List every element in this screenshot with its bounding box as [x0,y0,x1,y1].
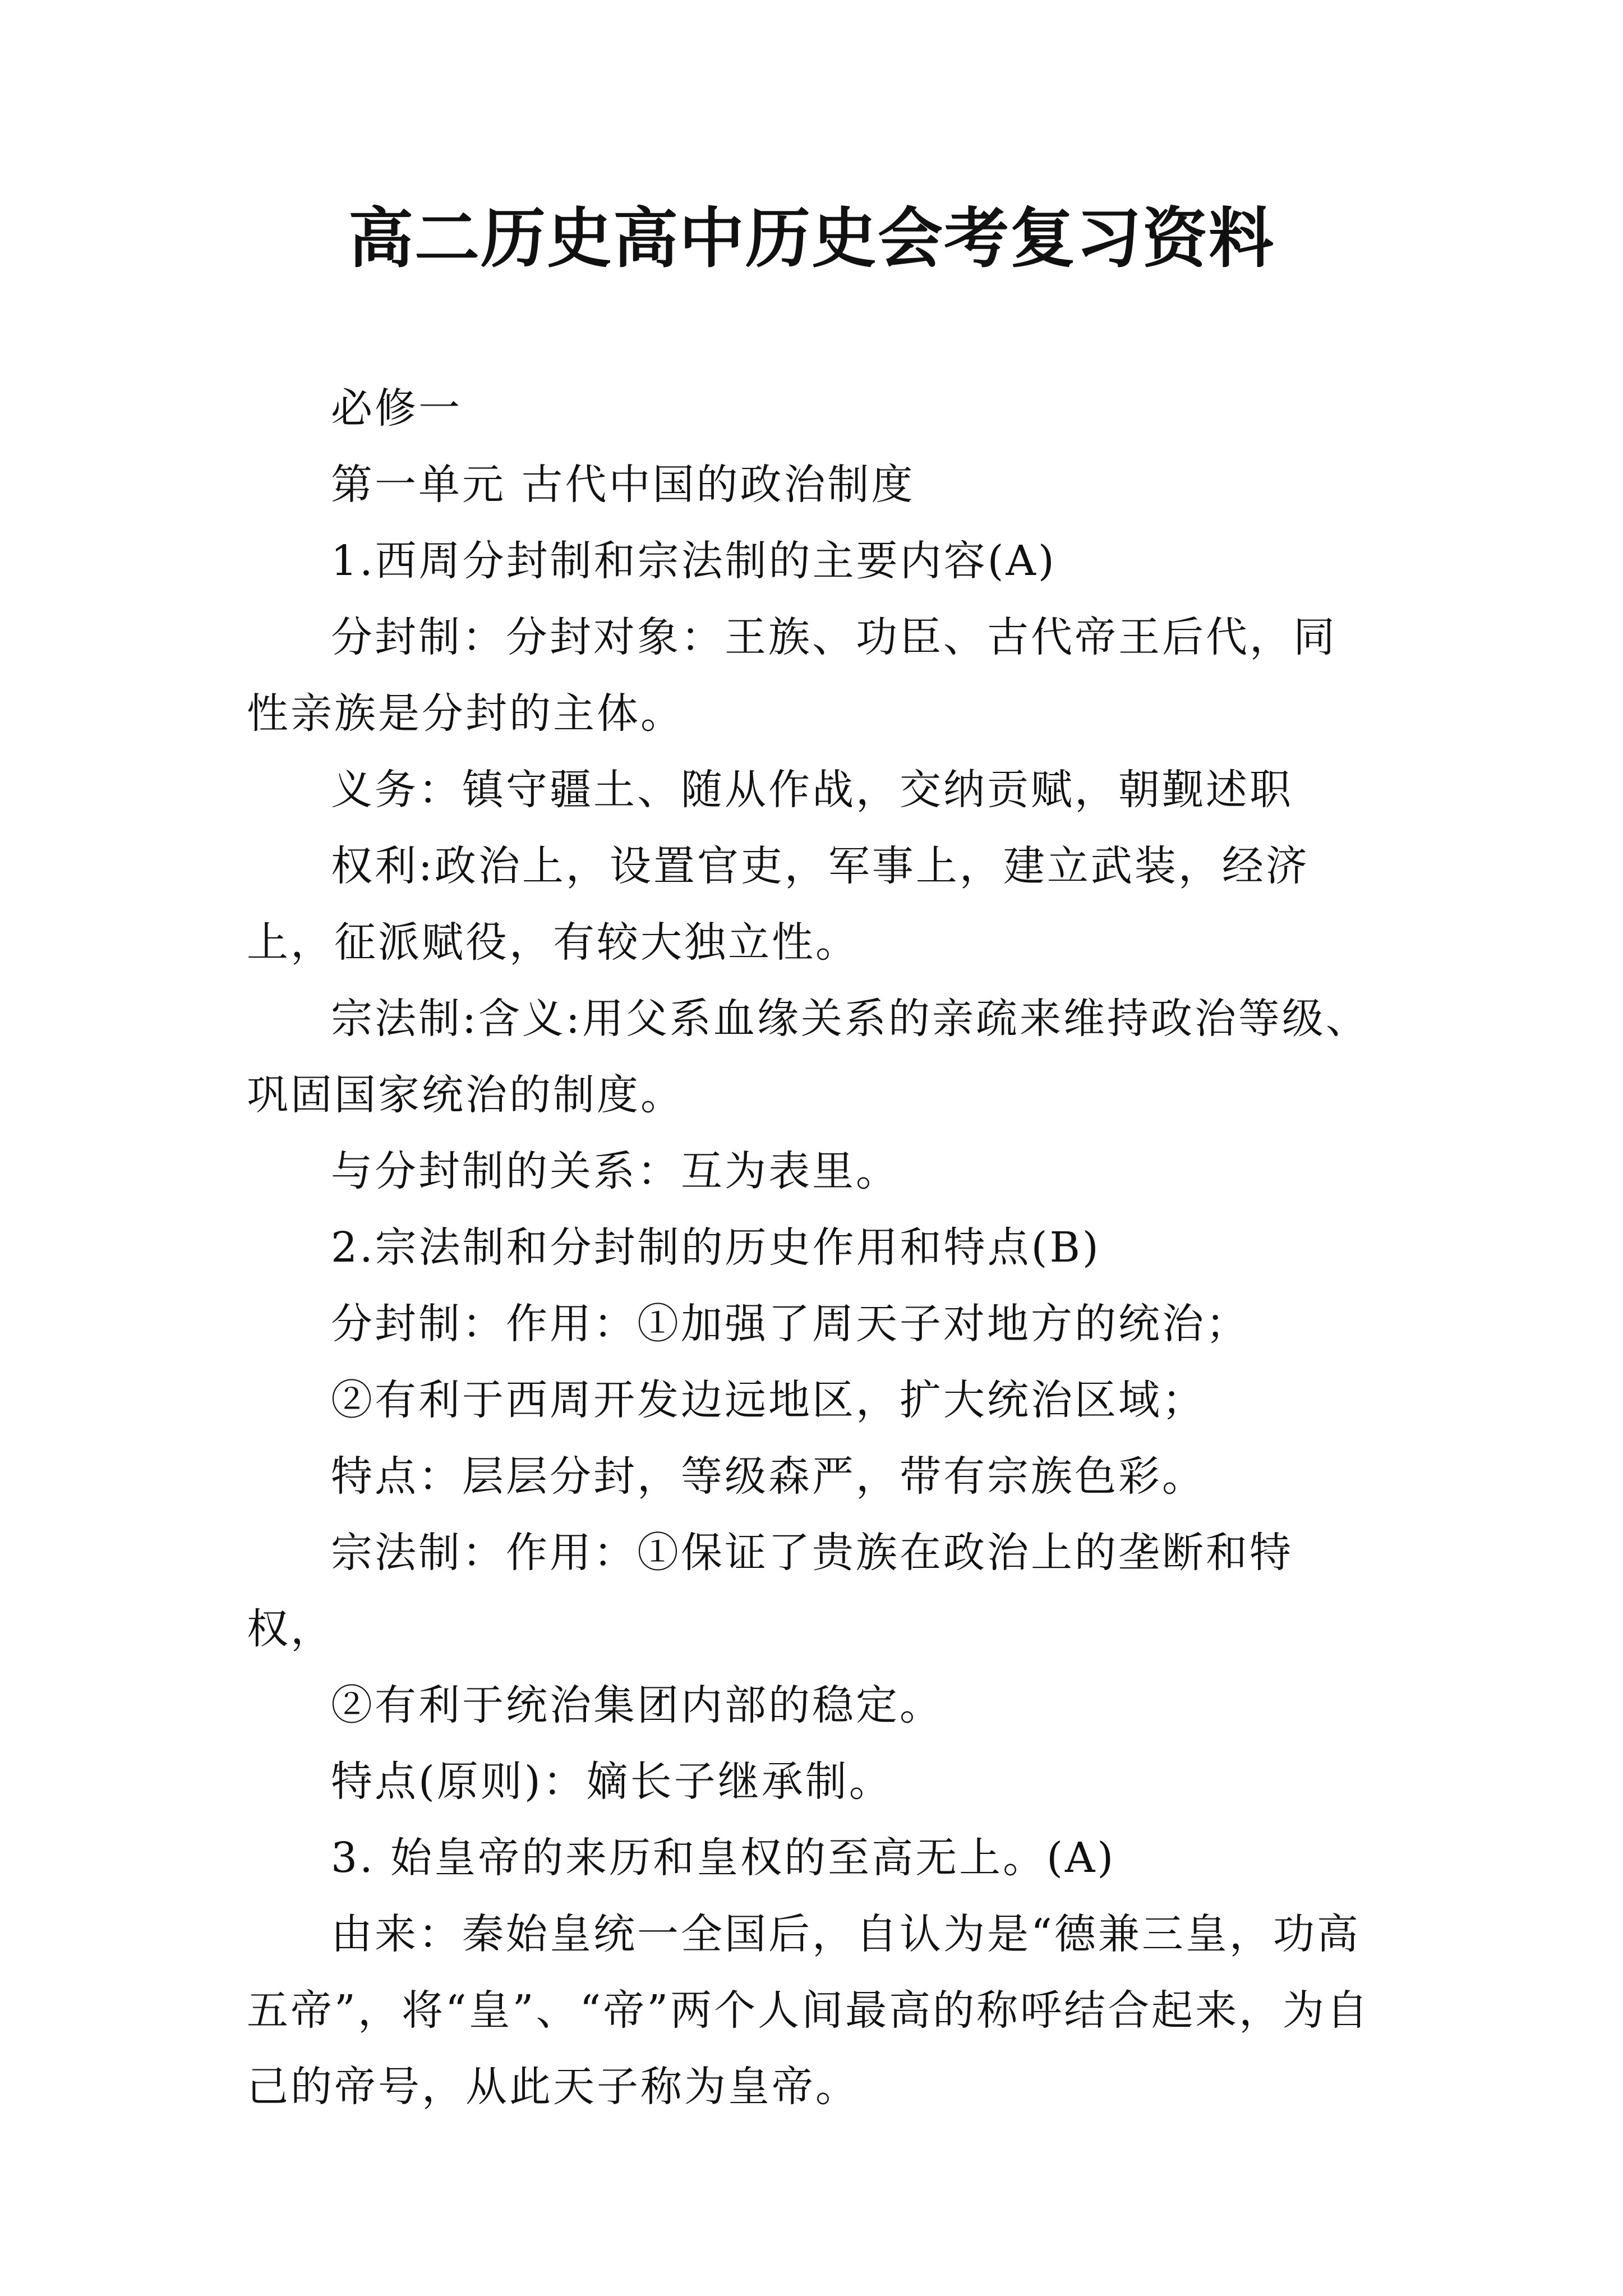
paragraph: 特点(原则)：嫡长子继承制。 [331,1757,893,1806]
document-title: 高二历史高中历史会考复习资料 [348,200,1275,277]
paragraph: 由来：秦始皇统一全国后，自认为是“德兼三皇，功高五帝”，将“皇”、“帝”两个人间最高的称呼结合起来，为自己的帝号，从此天子称为皇帝。 [247,1910,1371,2111]
paragraph: 宗法制：作用：①保证了贵族在政治上的垄断和特权， [247,1529,1293,1653]
paragraph: 2.宗法制和分封制的历史作用和特点(B) [331,1223,1101,1272]
paragraph: 义务：镇守疆土、随从作战，交纳贡赋，朝觐述职 [331,766,1293,814]
paragraph: ②有利于统治集团内部的稳定。 [331,1681,943,1729]
paragraph: 特点：层层分封，等级森严，带有宗族色彩。 [331,1452,1206,1501]
document-body [247,370,1380,2125]
paragraph: 必修一 [331,384,462,432]
paragraph: 第一单元 古代中国的政治制度 [331,461,915,509]
paragraph: 与分封制的关系：互为表里。 [331,1147,900,1195]
paragraph: 1.西周分封制和宗法制的主要内容(A) [331,537,1057,585]
paragraph: 分封制：分封对象：王族、功臣、古代帝王后代，同性亲族是分封的主体。 [247,613,1337,738]
paragraph: 宗法制:含义:用父系血缘关系的亲疏来维持政治等级、巩固国家统治的制度。 [247,995,1370,1119]
paragraph: 权利:政治上，设置官吏，军事上，建立武装，经济上，征派赋役，有较大独立性。 [247,842,1310,967]
paragraph: 分封制：作用：①加强了周天子对地方的统治； [331,1300,1249,1348]
paragraph: ②有利于西周开发边远地区，扩大统治区域； [331,1376,1206,1424]
paragraph: 3. 始皇帝的来历和皇权的至高无上。(A) [331,1834,1116,1882]
